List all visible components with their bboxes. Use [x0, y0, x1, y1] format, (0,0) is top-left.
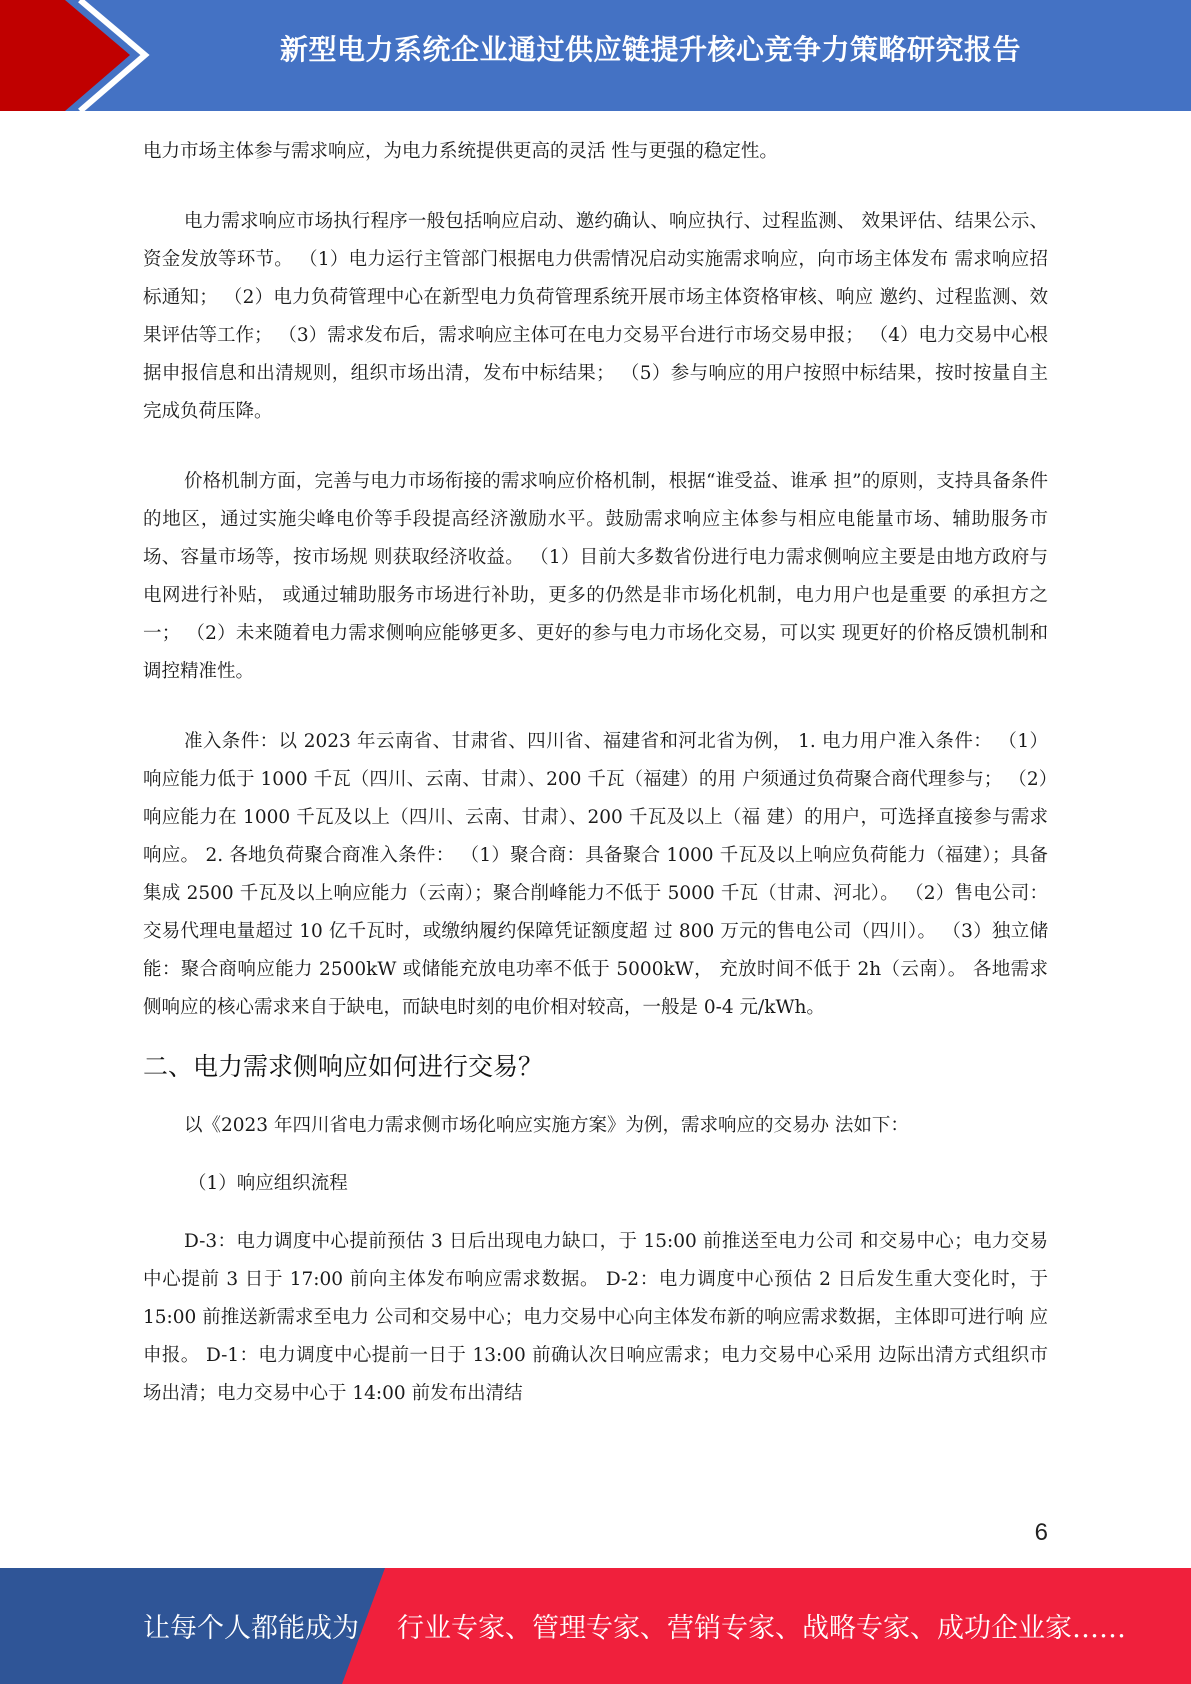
paragraph-execution-procedure: 电力需求响应市场执行程序一般包括响应启动、邀约确认、响应执行、过程监测、 效果评估、结果公示、资金发放等环节。 （1）电力运行主管部门根据电力供需情况启动实施需求响应，向市场主体发布 需求响应招标通知； （2）电力负荷管理中心在新型电力负荷管理系统开展市场主体资格审核、响应 邀约、过程监测、效果评估等工作； （3）需求发布后，需求响应主体可在电力交易平台进行市场交易申报； （4）电力交易中心根据申报信息和出清规则，组织市场出清，发布中标结果； （5）参与响应的用户按照中标结果，按时按量自主完成负荷压降。: [143, 211, 1048, 422]
footer-slogan-left: 让每个人都能成为: [143, 1613, 359, 1644]
paragraph-access-conditions: 准入条件：以 2023 年云南省、甘肃省、四川省、福建省和河北省为例， 1. 电力用户准入条件： （1）响应能力低于 1000 千瓦（四川、云南、甘肃）、200 千瓦（福建）的用 户须通过负荷聚合商代理参与； （2）响应能力在 1000 千瓦及以上（四川、云南、甘肃）、200 千瓦及以上（福 建）的用户，可选择直接参与需求响应。 2. 各地负荷聚合商准入条件： （1）聚合商：具备聚合 1000 千瓦及以上响应负荷能力（福建）；具备集成 2500 千瓦及以上响应能力（云南）；聚合削峰能力不低于 5000 千瓦（甘肃、河北）。 （2）售电公司：交易代理电量超过 10 亿千瓦时，或缴纳履约保障凭证额度超 过 800 万元的售电公司（四川）。 （3）独立储能：聚合商响应能力 2500kW 或储能充放电功率不低于 5000kW， 充放时间不低于 2h（云南）。 各地需求侧响应的核心需求来自于缺电，而缺电时刻的电价相对较高，一般是 0-4 元/kWh。: [143, 731, 1048, 1018]
page-header: [0, 0, 1191, 111]
section-heading: 二、电力需求侧响应如何进行交易？: [143, 1052, 544, 1081]
report-title: 新型电力系统企业通过供应链提升核心竞争力策略研究报告: [279, 33, 1021, 66]
footer-slogan-right: 行业专家、管理专家、营销专家、战略专家、成功企业家……: [397, 1613, 1126, 1644]
paragraph-response-timeline: D-3：电力调度中心提前预估 3 日后出现电力缺口，于 15:00 前推送至电力公司 和交易中心；电力交易中心提前 3 日于 17:00 前向主体发布响应需求数据。 D-2：电力调度中心预估 2 日后发生重大变化时，于 15:00 前推送新需求至电力 公司和交易中心；电力交易中心向主体发布新的响应需求数据，主体即可进行响 应申报。 D-1：电力调度中心提前一日于 13:00 前确认次日响应需求；电力交易中心采用 边际出清方式组织市场出清；电力交易中心于 14:00 前发布出清结: [143, 1231, 1048, 1404]
page-footer: [0, 1568, 1191, 1684]
subheading-response-flow: （1）响应组织流程: [188, 1173, 348, 1194]
paragraph-intro: 电力市场主体参与需求响应，为电力系统提供更高的灵活 性与更强的稳定性。: [143, 141, 778, 162]
page-number: 6: [1034, 1519, 1048, 1546]
paragraph-price-mechanism: 价格机制方面，完善与电力市场衔接的需求响应价格机制，根据“谁受益、谁承 担”的原则，支持具备条件的地区，通过实施尖峰电价等手段提高经济激励水平。鼓励需求响应主体参与相应电能量市场、辅助服务市场、容量市场等，按市场规 则获取经济收益。 （1）目前大多数省份进行电力需求侧响应主要是由地方政府与电网进行补贴， 或通过辅助服务市场进行补助，更多的仍然是非市场化机制，电力用户也是重要 的承担方之一； （2）未来随着电力需求侧响应能够更多、更好的参与电力市场化交易，可以实 现更好的价格反馈机制和调控精准性。: [143, 471, 1048, 682]
paragraph-trading-method: 以《2023 年四川省电力需求侧市场化响应实施方案》为例，需求响应的交易办 法如下：: [184, 1115, 909, 1136]
page-body: [143, 133, 1048, 1413]
